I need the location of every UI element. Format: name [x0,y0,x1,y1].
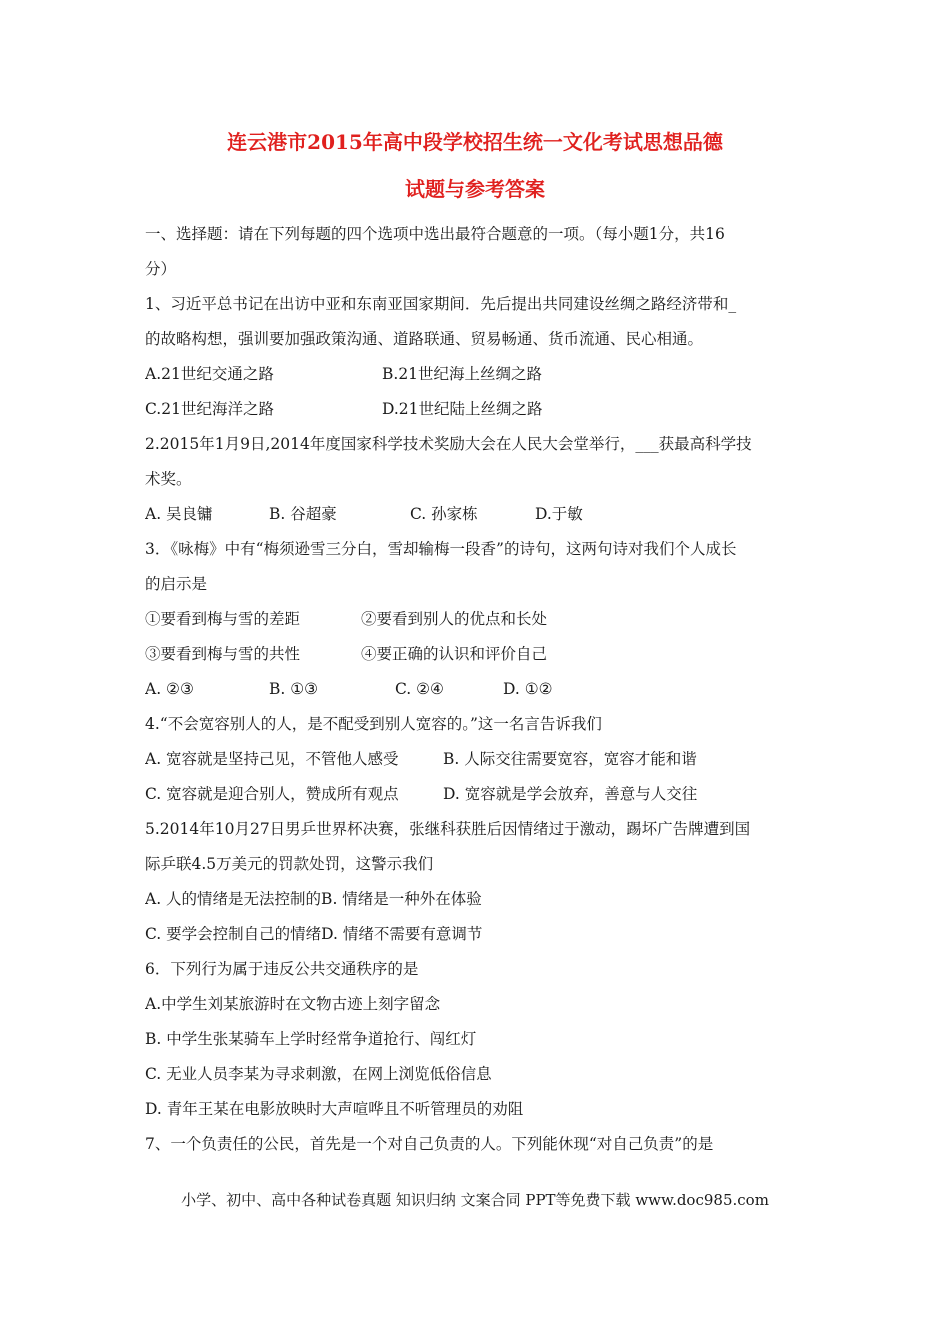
question-2-option-a: A. 吴良镛 [145,505,213,523]
question-1-option-c: C.21世纪海洋之路 [145,400,274,418]
question-6-stem: 6．下列行为属于违反公共交通秩序的是 [145,960,419,978]
question-1-stem: 1、习近平总书记在出访中亚和东南亚国家期间．先后提出共同建设丝绸之路经济带和_ [145,295,737,313]
question-5-options-ab: A. 人的情绪是无法控制的B. 情绪是一种外在体验 [145,890,482,908]
question-4-options-ab [145,747,815,782]
question-4-option-d: D. 宽容就是学会放弃，善意与人交往 [443,785,698,803]
question-5-options-cd: C. 要学会控制自己的情绪D. 情绪不需要有意调节 [145,925,483,943]
document-subtitle: 试题与参考答案 [405,177,545,201]
question-4-option-c: C. 宽容就是迎合别人，赞成所有观点 [145,785,399,803]
question-2-stem-cont: 术奖。 [145,470,192,488]
question-3-stem: 3．《咏梅》中有“梅须逊雪三分白，雪却输梅一段香”的诗句，这两句诗对我们个人成长 [145,540,737,558]
question-3-statements-12 [145,607,815,642]
question-6-option-d: D. 青年王某在电影放映时大声喧哗且不听管理员的劝阻 [145,1100,524,1118]
question-1-option-b: B.21世纪海上丝绸之路 [382,365,543,383]
document-body [145,222,815,1167]
question-3-option-c: C. ②④ [395,680,444,698]
question-2-option-d: D.于敏 [535,505,583,523]
question-4-options-cd [145,782,815,817]
question-2-option-c: C. 孙家栋 [410,505,478,523]
section-instructions: 一、选择题：请在下列每题的四个选项中选出最符合题意的一项。（每小题1分，共16 [145,225,725,243]
document-title: 连云港市2015年高中段学校招生统一文化考试思想品德 [227,130,723,154]
question-3-statement-3: ③要看到梅与雪的共性 [145,645,301,663]
page-footer: 小学、初中、高中各种试卷真题 知识归纳 文案合同 PPT等免费下载 www.doc985.com [181,1191,769,1209]
question-1-stem-cont: 的故略构想，强训要加强政策沟通、道路联通、贸易畅通、货币流通、民心相通。 [145,330,704,348]
question-3-statement-1: ①要看到梅与雪的差距 [145,610,301,628]
question-1-options-ab [145,362,815,397]
question-6-option-b: B. 中学生张某骑车上学时经常争道抢行、闯红灯 [145,1030,477,1048]
question-2-stem: 2.2015年1月9日,2014年度国家科学技术奖励大会在人民大会堂举行，___获最高科学技 [145,435,752,453]
question-5-stem-cont: 际乒联4.5万美元的罚款处罚，这警示我们 [145,855,434,873]
question-4-option-b: B. 人际交往需要宽容，宽容才能和谐 [443,750,697,768]
question-3-statements-34 [145,642,815,677]
question-2-options [145,502,815,537]
question-3-stem-cont: 的启示是 [145,575,208,593]
question-6-option-a: A.中学生刘某旅游时在文物古迹上刻字留念 [145,995,441,1013]
question-3-option-a: A. ②③ [145,680,194,698]
question-3-options [145,677,815,712]
section-instructions-cont: 分） [145,260,177,278]
question-1-options-cd [145,397,815,432]
question-4-option-a: A. 宽容就是坚持己见，不管他人感受 [145,750,399,768]
question-7-stem: 7、一个负责任的公民，首先是一个对自己负责的人。下列能休现“对自己负责”的是 [145,1135,714,1153]
question-5-stem: 5.2014年10月27日男乒世界杯决赛，张继科获胜后因情绪过于激动，踢坏广告牌遭到国 [145,820,751,838]
question-1-option-d: D.21世纪陆上丝绸之路 [382,400,543,418]
question-2-option-b: B. 谷超豪 [269,505,337,523]
question-3-statement-4: ④要正确的认识和评价自己 [361,645,548,663]
question-6-option-c: C. 无业人员李某为寻求刺激，在网上浏览低俗信息 [145,1065,492,1083]
question-3-statement-2: ②要看到别人的优点和长处 [361,610,548,628]
question-3-option-b: B. ①③ [269,680,319,698]
question-1-option-a: A.21世纪交通之路 [145,365,274,383]
question-3-option-d: D. ①② [503,680,553,698]
question-4-stem: 4.“不会宽容别人的人，是不配受到别人宽容的。”这一名言告诉我们 [145,715,602,733]
